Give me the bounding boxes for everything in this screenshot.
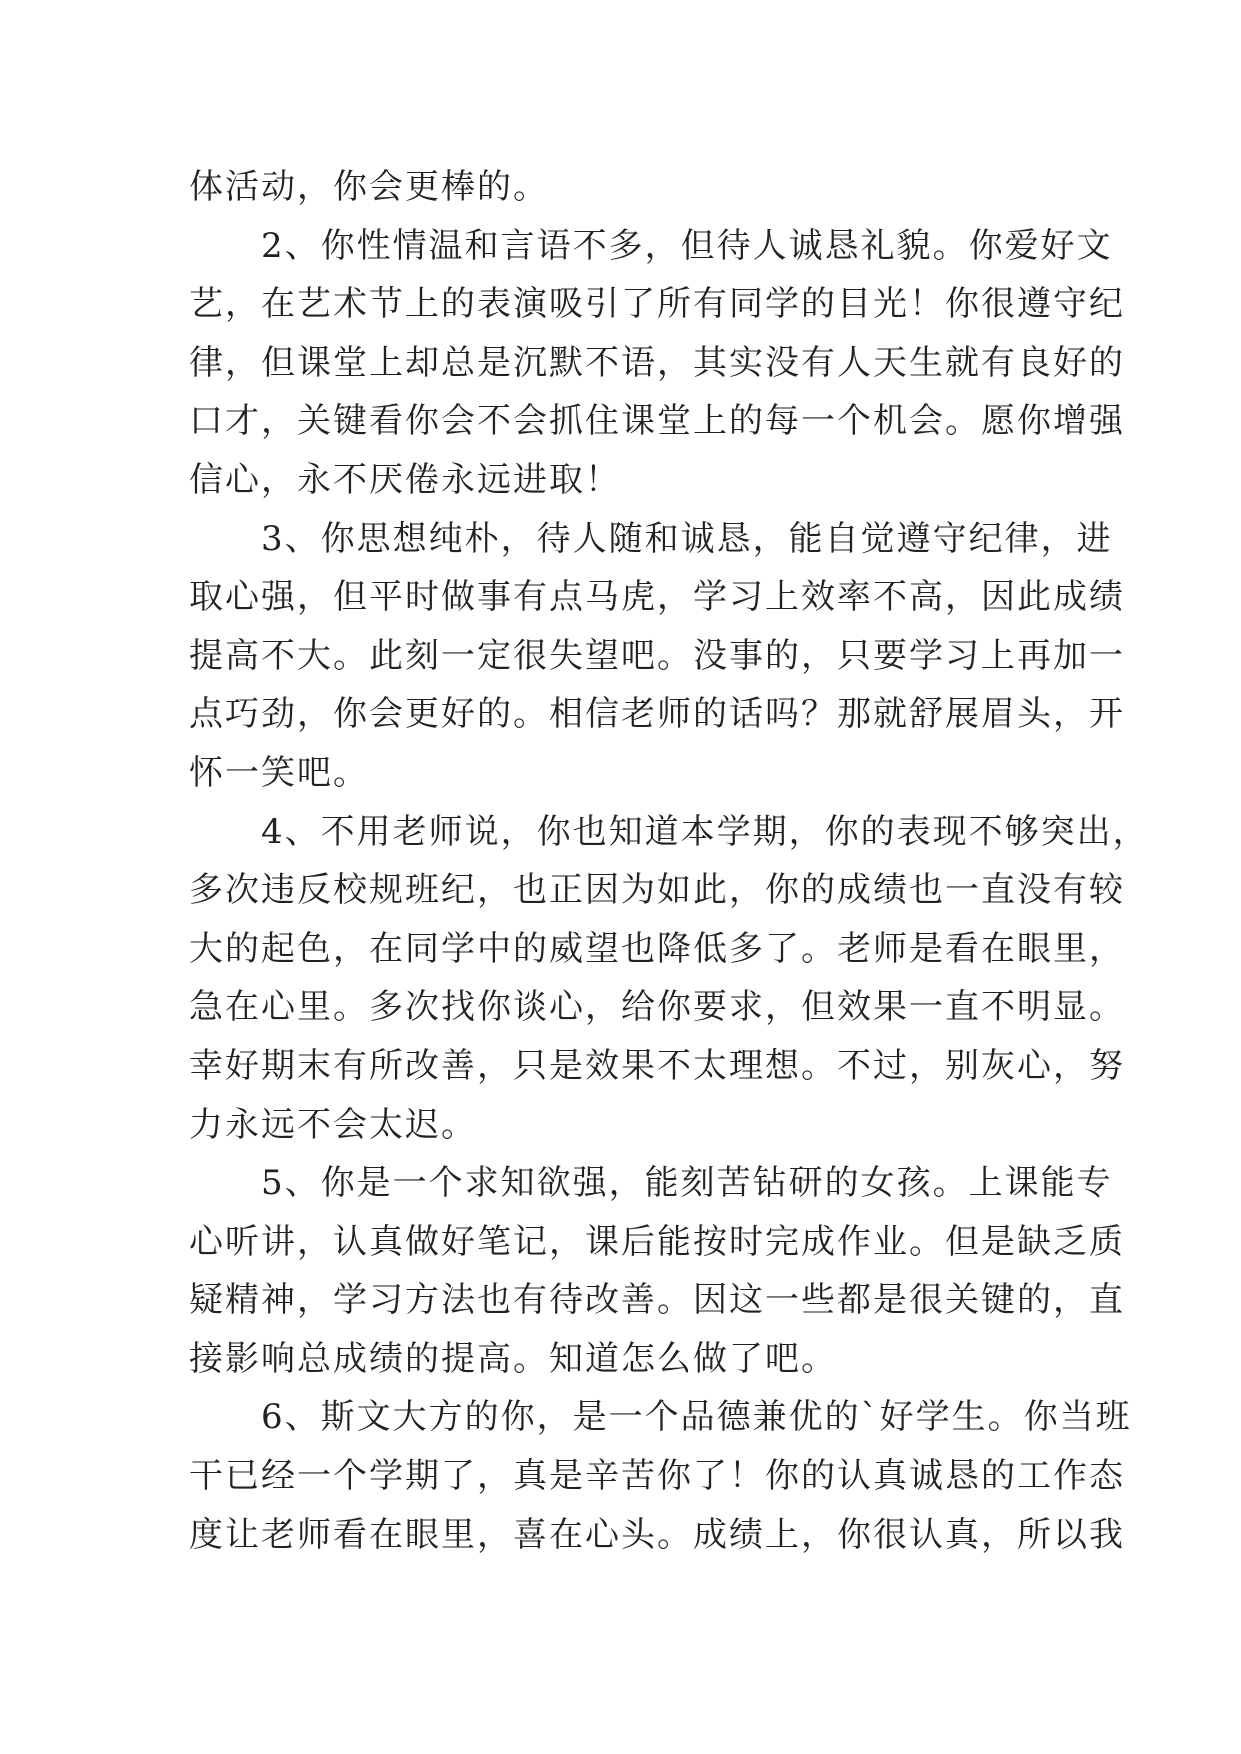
text-line: 律，但课堂上却总是沉默不语，其实没有人天生就有良好的 [189,342,1125,383]
text-line: 信心，永不厌倦永远进取！ [189,459,621,500]
text-line: 怀一笑吧。 [189,752,369,793]
text-line: 4、不用老师说，你也知道本学期，你的表现不够突出， [189,811,1149,852]
text-line: 大的起色，在同学中的威望也降低多了。老师是看在眼里， [189,928,1125,969]
text-line: 干已经一个学期了，真是辛苦你了！你的认真诚恳的工作态 [189,1456,1125,1497]
text-line: 点巧劲，你会更好的。相信老师的话吗？那就舒展眉头，开 [189,694,1125,735]
text-line: 提高不大。此刻一定很失望吧。没事的，只要学习上再加一 [189,635,1125,676]
text-line: 6、斯文大方的你，是一个品德兼优的`好学生。你当班 [189,1397,1132,1438]
text-line: 幸好期末有所改善，只是效果不太理想。不过，别灰心，努 [189,1045,1125,1086]
text-line: 疑精神，学习方法也有待改善。因这一些都是很关键的，直 [189,1280,1125,1321]
text-line: 取心强，但平时做事有点马虎，学习上效率不高，因此成绩 [189,577,1125,618]
document-body [189,158,1149,1564]
text-line: 艺，在艺术节上的表演吸引了所有同学的目光！你很遵守纪 [189,284,1125,325]
text-line: 度让老师看在眼里，喜在心头。成绩上，你很认真，所以我 [189,1514,1125,1555]
text-line: 接影响总成绩的提高。知道怎么做了吧。 [189,1338,837,1379]
text-line: 口才，关键看你会不会抓住课堂上的每一个机会。愿你增强 [189,401,1125,442]
text-line: 5、你是一个求知欲强，能刻苦钻研的女孩。上课能专 [189,1163,1113,1204]
text-line: 体活动，你会更棒的。 [189,167,549,207]
text-line: 急在心里。多次找你谈心，给你要求，但效果一直不明显。 [189,987,1125,1028]
text-line: 心听讲，认真做好笔记，课后能按时完成作业。但是缺乏质 [189,1221,1125,1262]
text-line: 3、你思想纯朴，待人随和诚恳，能自觉遵守纪律，进 [189,518,1113,559]
text-line: 多次违反校规班纪，也正因为如此，你的成绩也一直没有较 [189,870,1125,911]
text-line: 力永远不会太迟。 [189,1104,477,1145]
text-line: 2、你性情温和言语不多，但待人诚恳礼貌。你爱好文 [189,225,1113,266]
